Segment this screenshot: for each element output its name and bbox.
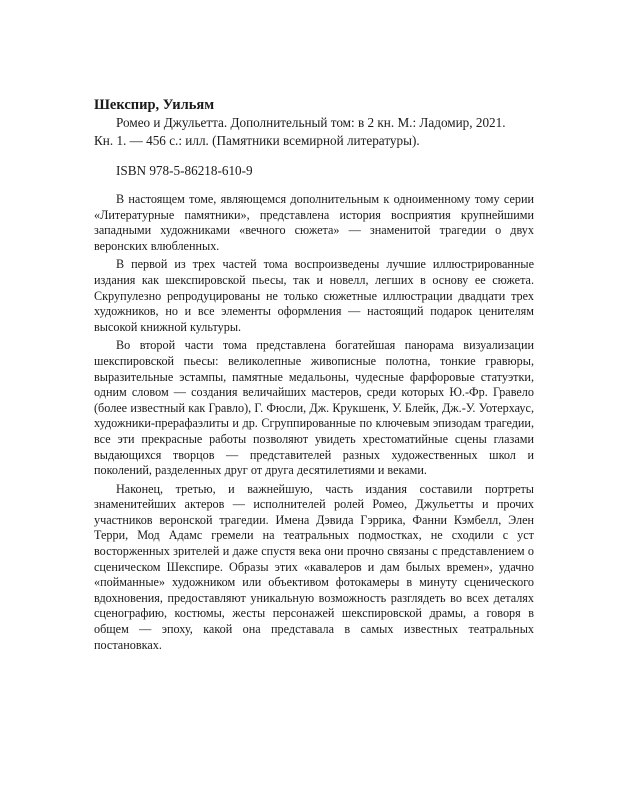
bibliographic-description (94, 114, 534, 150)
catalog-card (94, 96, 534, 656)
isbn: ISBN 978-5-86218-610-9 (116, 163, 253, 178)
annotation-paragraph: В первой из трех частей тома воспроизведены лучшие иллюстрированные издания как шекспировской пьесы, так и новелл, легших в основу ее сюжета. Скрупулезно репродуцированы не только сюжетные иллюстрации двадцати трех художников, но и все элементы оформления — настоящий подарок ценителям высокой книжной культуры. (94, 257, 534, 334)
annotation-paragraph: В настоящем томе, являющемся дополнительным к одноименному тому серии «Литературные памятники», представлена история восприятия крупнейшими западными художниками «вечного сюжета» — знаменитой трагедии о двух веронских влюбленных. (94, 192, 534, 253)
annotation-paragraph: Наконец, третью, и важнейшую, часть издания составили портреты знаменитейших актеров — исполнителей ролей Ромео, Джульетты и прочих участников веронской трагедии. Имена Дэвида Гэррика, Фанни Кэмбелл, Элен Терри, Мод Адамс гремели на театральных подмостках, не сходили с уст восторженных зрителей и даже спустя века они прочно связаны с представлением о сценическом Шекспире. Образы этих «кавалеров и дам былых времен», удачно «пойманные» художником или объективом фотокамеры в минуту сценического вдохновения, предоставляют уникальную возможность разглядеть во всех деталях сценографию, костюмы, жесты персонажей шекспировской драмы, а говоря в общем — эпоху, какой она представала в самых известных театральных постановках. (94, 481, 534, 652)
annotation (94, 192, 534, 653)
annotation-paragraph: Во второй части тома представлена богатейшая панорама визуализации шекспировской пьесы: великолепные живописные полотна, тонкие гравюры, выразительные эстампы, памятные медальоны, чудесные фарфоровые статуэтки, одним словом — создания величайших мастеров, среди которых Ю.-Фр. Гравело (более известный как Гравло), Г. Фюсли, Дж. Крукшенк, У. Блейк, Дж.-У. Уотерхаус, художники-прерафаэлиты и др. Сгруппированные по ключевым эпизодам трагедии, все эти прекрасные работы позволяют увидеть хрестоматийные сцены глазами выдающихся творцов — представителей разных художественных школ и поколений, разделенных друг от друга десятилетиями и веками. (94, 338, 534, 478)
biblio-title-line: Ромео и Джульетта. Дополнительный том: в 2 кн. М.: Ладомир, 2021. (116, 115, 506, 130)
author-heading: Шекспир, Уильям (94, 97, 215, 113)
biblio-physical-line: Кн. 1. — 456 с.: илл. (Памятники всемирной литературы). (94, 133, 420, 148)
